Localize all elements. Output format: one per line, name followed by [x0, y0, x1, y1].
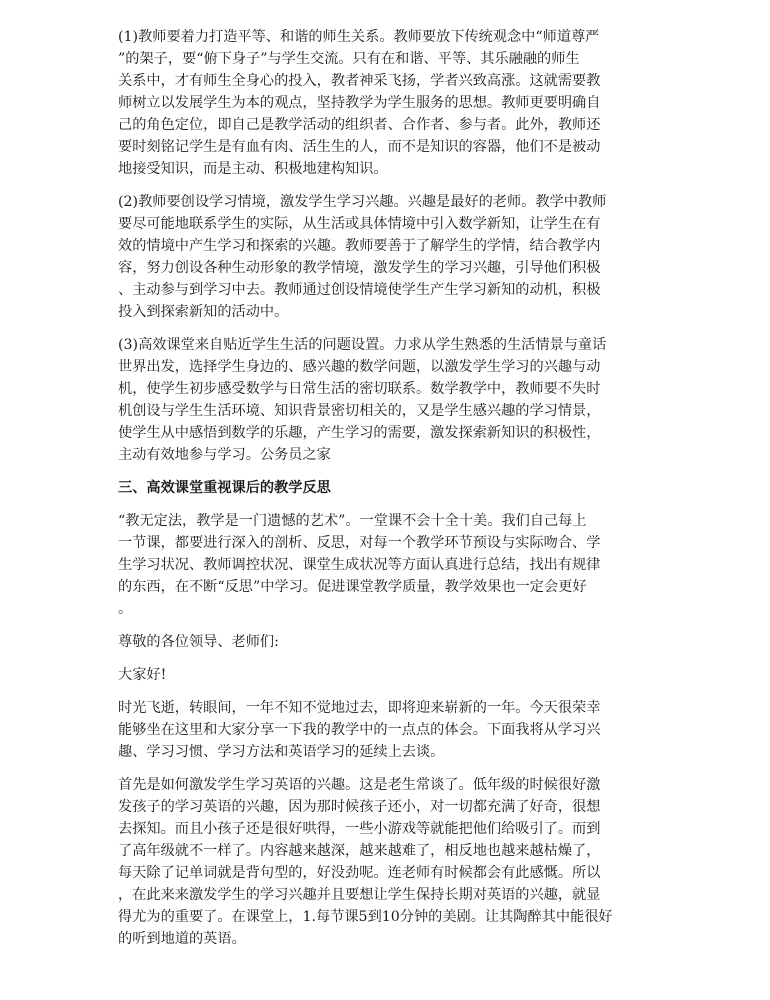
document-page	[118, 26, 658, 961]
paragraph-6: 首先是如何激发学生学习英语的兴趣。这是老生常谈了。低年级的时候很好激 发孩子的学习英语的兴趣，因为那时候孩子还小，对一切都充满了好奇，很想 去探知。而且小孩子还是很好哄得，一些小游戏等就能把他们给吸引了。而到 了高年级就不一样了。内容越来越深，越来越难了，相反地也越来越枯燥了， 每天除了记单词就是背句型的，好没劲呢。连老师有时候都会有此感慨。所以 ，在此来来激发学生的学习兴趣并且要想让学生保持长期对英语的兴趣，就显 得尤为的重要了。在课堂上，1.每节课5到10分钟的美剧。让其陶醉其中能很好 的听到地道的英语。	[118, 777, 613, 947]
paragraph-3: (3)高效课堂来自贴近学生生活的问题设置。力求从学生熟悉的生活情景与童话 世界出发，选择学生身边的、感兴趣的数学问题，以激发学生学习的兴趣与动 机，使学生初步感受数学与日常生活的密切联系。数学教学中，教师要不失时 机创设与学生生活环境、知识背景密切相关的，又是学生感兴趣的学习情景， 使学生从中感悟到数学的乐趣，产生学习的需要，激发探索新知识的积极性， 主动有效地参与学习。公务员之家	[118, 337, 607, 463]
paragraph-greeting: 尊敬的各位领导、老师们:	[118, 634, 279, 650]
paragraph-1: (1)教师要着力打造平等、和谐的师生关系。教师要放下传统观念中“师道尊严 ”的架子，要“俯下身子”与学生交流。只有在和谐、平等、其乐融融的师生 关系中，才有师生全身心的投入，教者神采飞扬，学者兴致高涨。这就需要教 师树立以发展学生为本的观点，坚持教学为学生服务的思想。教师更要明确自 己的角色定位，即自己是教学活动的组织者、合作者、参与者。此外，教师还 要时刻铭记学生是有血有肉、活生生的人，而不是知识的容器，他们不是被动 地接受知识，而是主动、积极地建构知识。	[118, 29, 601, 177]
paragraph-2: (2)教师要创设学习情境，激发学生学习兴趣。兴趣是最好的老师。教学中教师 要尽可能地联系学生的实际，从生活或具体情境中引入数学新知，让学生在有 效的情境中产生学习和探索的兴趣。教师要善于了解学生的学情，结合教学内 容，努力创设各种生动形象的教学情境，激发学生的学习兴趣，引导他们积极 、主动参与到学习中去。教师通过创设情境使学生产生学习新知的动机，积极 投入到探索新知的活动中。	[118, 194, 607, 320]
section-heading: 三、高效课堂重视课后的教学反思	[118, 480, 331, 496]
paragraph-hello: 大家好!	[118, 667, 167, 683]
paragraph-4: “教无定法，教学是一门遗憾的艺术”。一堂课不会十全十美。我们自己每上 一节课，都要进行深入的剖析、反思，对每一个教学环节预设与实际吻合、学 生学习状况、教师调控状况、课堂生成状况等方面认真进行总结，找出有规律 的东西，在不断“反思”中学习。促进课堂教学质量，教学效果也一定会更好 。	[118, 513, 601, 617]
paragraph-5: 时光飞逝，转眼间，一年不知不觉地过去，即将迎来崭新的一年。今天很荣幸 能够坐在这里和大家分享一下我的教学中的一点点的体会。下面我将从学习兴 趣、学习习惯、学习方法和英语学习的延续上去谈。	[118, 700, 601, 760]
